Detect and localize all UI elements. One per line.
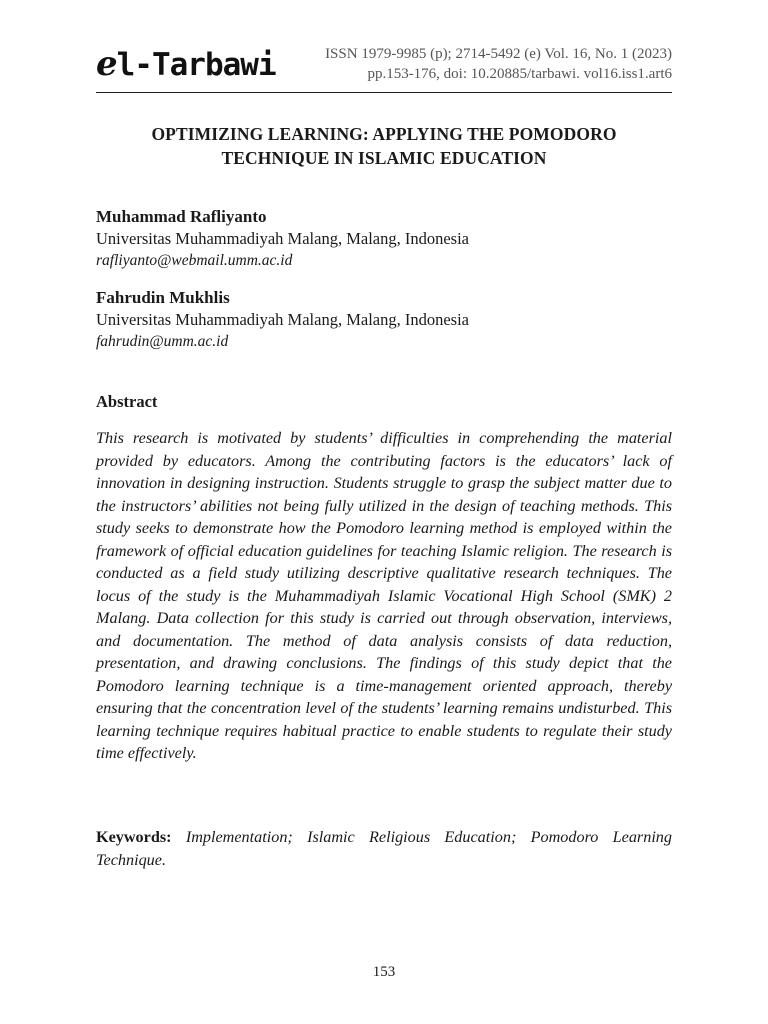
author-email[interactable]: fahrudin@umm.ac.id [96, 333, 229, 350]
keywords-label: Keywords: [96, 828, 172, 846]
abstract-text: This research is motivated by students’ difficulties in comprehending the material provided by educators. Among the contributing factors is the educators’ lack of innovation in designing instruction. Students struggle to grasp the subject matter due to the instructors’ abilities not being fully utilized in the design of teaching methods. This study seeks to demonstrate how the Pomodoro learning method is employed within the framework of official education guidelines for teaching Islamic religion. The research is conducted as a field study utilizing descriptive qualitative research techniques. The locus of the study is the Muhammadiyah Islamic Vocational High School (SMK) 2 Malang. Data collection for this study is carried out through observation, interviews, and documentation. The method of data analysis consists of data reduction, presentation, and drawing conclusions. The findings of this study depict that the Pomodoro learning technique is a time-management oriented approach, thereby ensuring that the concentration level of the students’ learning remains undisturbed. This learning technique requires habitual practice to enable students to regulate their study time effectively. [96, 429, 672, 762]
author-block-1 [96, 206, 672, 272]
author-name: Muhammad Rafliyanto [96, 207, 267, 226]
pages-doi-line: pp.153-176, doi: 10.20885/tarbawi. vol16.iss1.art6 [367, 66, 672, 82]
author-email[interactable]: rafliyanto@webmail.umm.ac.id [96, 252, 293, 269]
keywords [96, 826, 672, 871]
journal-logo: el-Tarbawi [96, 44, 276, 84]
paper-title-line-2: TECHNIQUE IN ISLAMIC EDUCATION [221, 148, 547, 168]
author-affiliation: Universitas Muhammadiyah Malang, Malang, Indonesia [96, 229, 469, 248]
paper-title [96, 122, 672, 170]
paper-title-line-1: OPTIMIZING LEARNING: APPLYING THE POMODORO [151, 124, 617, 144]
author-affiliation: Universitas Muhammadiyah Malang, Malang, Indonesia [96, 310, 469, 329]
page-number: 153 [372, 964, 396, 980]
author-block-2 [96, 287, 672, 353]
abstract-heading: Abstract [96, 392, 158, 411]
keywords-text: Implementation; Islamic Religious Education; Pomodoro Learning Technique. [96, 828, 672, 869]
journal-issn-info [325, 44, 672, 84]
paper-page [96, 0, 672, 1024]
issn-line: ISSN 1979-9985 (p); 2714-5492 (e) Vol. 16, No. 1 (2023) [325, 46, 672, 62]
journal-header [96, 40, 672, 93]
author-name: Fahrudin Mukhlis [96, 288, 230, 307]
